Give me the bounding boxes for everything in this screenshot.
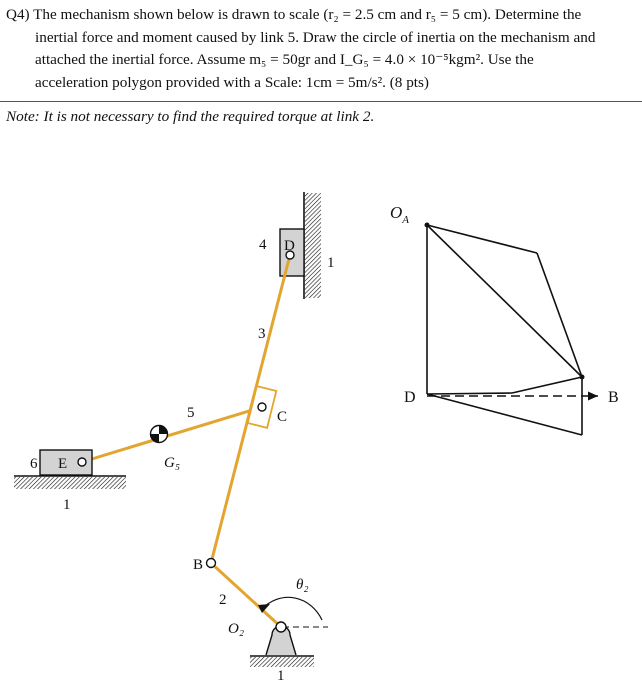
- label-D: D: [284, 238, 295, 254]
- polygon-top-B: [537, 253, 582, 377]
- question-line-1: Q4) The mechanism shown below is drawn to scale (r₂ = 2.5 cm and r₅ = 5 cm). Determine the: [6, 6, 582, 23]
- label-link5: 5: [187, 405, 195, 421]
- label-G5: G₅: [164, 455, 181, 471]
- polygon-D-mid: [427, 393, 512, 394]
- question-line-4: acceleration polygon provided with a Scale: 1cm = 5m/s². (8 pts): [35, 73, 429, 91]
- label-B: B: [193, 557, 204, 573]
- label-ground-D: 1: [327, 255, 335, 271]
- label-link2: 2: [219, 592, 227, 608]
- label-polygon-OA: [390, 203, 409, 226]
- label-ground-O2: 1: [277, 668, 285, 684]
- note-text: Note: It is not necessary to find the required torque at link 2.: [6, 108, 375, 125]
- polygon-dot-B: [580, 375, 585, 380]
- label-theta2: θ₂: [296, 577, 309, 593]
- pin-C: [258, 403, 266, 411]
- center-of-mass-G5-icon: [151, 426, 168, 443]
- label-ground-E: 1: [63, 497, 71, 513]
- link-5: [82, 407, 262, 462]
- acceleration-polygon: [425, 223, 599, 436]
- label-link3: 3: [258, 326, 266, 342]
- label-O2: O₂: [228, 621, 245, 637]
- polygon-dot-OA: [425, 223, 430, 228]
- label-link6: 6: [30, 456, 38, 472]
- label-E: E: [58, 456, 68, 472]
- label-polygon-B: B: [608, 389, 619, 406]
- label-polygon-OA-sub: A: [402, 214, 410, 226]
- pin-E: [78, 458, 86, 466]
- polygon-mid-B: [512, 377, 582, 393]
- question-line-3: attached the inertial force. Assume m₅ = 50gr and I_G₅ = 4.0 × 10⁻⁵kgm². Use the: [35, 51, 534, 68]
- label-link4: 4: [259, 237, 267, 253]
- pin-B: [207, 559, 216, 568]
- question-line-2: inertial force and moment caused by link 5. Draw the circle of inertia on the mechanism and: [35, 28, 596, 46]
- polygon-arrowhead-B: [588, 392, 598, 401]
- label-polygon-OA-main: O: [390, 203, 403, 222]
- ground-wall-D: [304, 192, 321, 299]
- label-polygon-D: D: [404, 389, 416, 406]
- polygon-OA-B: [427, 225, 582, 377]
- polygon-OA-top: [427, 225, 537, 253]
- polygon-D-bottom: [427, 394, 582, 435]
- label-C: C: [277, 409, 288, 425]
- pin-O2: [276, 622, 286, 632]
